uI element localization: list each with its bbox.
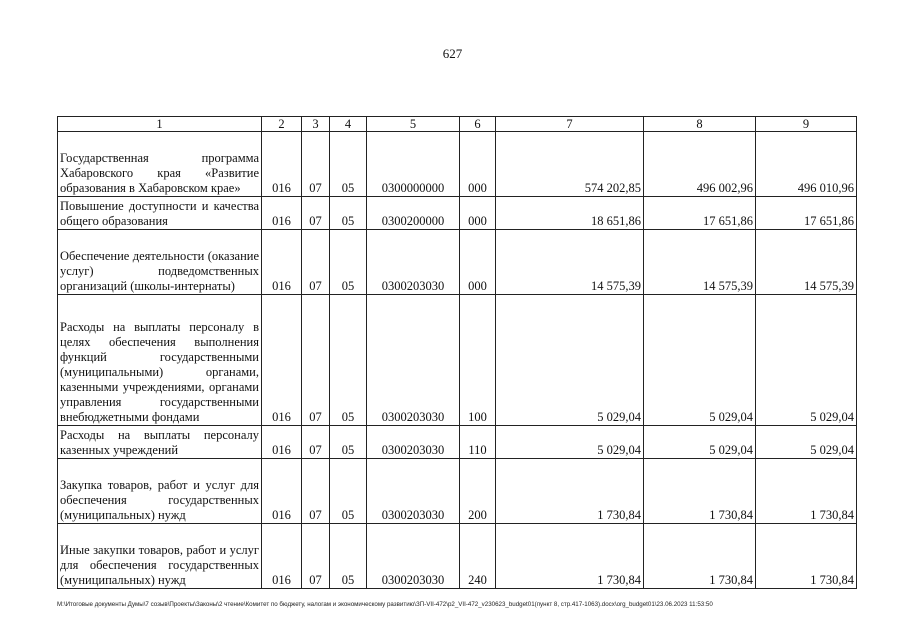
amount-cell: 5 029,04 (756, 295, 857, 426)
header-cell: 4 (330, 117, 367, 132)
amount-cell: 574 202,85 (496, 132, 644, 197)
subsection-cell: 05 (330, 426, 367, 459)
subsection-cell: 05 (330, 524, 367, 589)
header-cell: 6 (460, 117, 496, 132)
table-row (58, 230, 857, 295)
header-cell: 9 (756, 117, 857, 132)
target-article-cell: 0300000000 (367, 132, 460, 197)
header-cell: 5 (367, 117, 460, 132)
amount-cell: 17 651,86 (644, 197, 756, 230)
code-cell: 016 (262, 524, 302, 589)
row-name-cell: Государственная программа Хабаровского края «Развитие образования в Хабаровском крае» (58, 132, 262, 197)
section-cell: 07 (302, 426, 330, 459)
row-name-cell: Закупка товаров, работ и услуг для обеспечения государственных (муниципальных) нужд (58, 459, 262, 524)
subsection-cell: 05 (330, 230, 367, 295)
code-cell: 016 (262, 426, 302, 459)
amount-cell: 5 029,04 (756, 426, 857, 459)
amount-cell: 496 010,96 (756, 132, 857, 197)
header-cell: 3 (302, 117, 330, 132)
document-file-path: M:\Итоговые документы Думы\7 созыв\Проекты\Законы\2 чтение\Комитет по бюджету, налогам и экономическому развитию\ЗП-VII-472\р2_VII-472_v230623_budget01(пункт 8, стр.417-1063).docx\org_budget01\23.06.2023 11:53:50 (57, 601, 713, 608)
amount-cell: 5 029,04 (644, 295, 756, 426)
target-article-cell: 0300203030 (367, 295, 460, 426)
amount-cell: 1 730,84 (644, 459, 756, 524)
table-row (58, 524, 857, 589)
section-cell: 07 (302, 295, 330, 426)
amount-cell: 14 575,39 (496, 230, 644, 295)
section-cell: 07 (302, 132, 330, 197)
code-cell: 016 (262, 295, 302, 426)
table-row (58, 459, 857, 524)
amount-cell: 18 651,86 (496, 197, 644, 230)
table-row (58, 426, 857, 459)
table-row (58, 132, 857, 197)
table-row (58, 295, 857, 426)
budget-table (57, 116, 857, 589)
table-row (58, 197, 857, 230)
expense-type-cell: 200 (460, 459, 496, 524)
target-article-cell: 0300203030 (367, 459, 460, 524)
table-header-row (58, 117, 857, 132)
section-cell: 07 (302, 230, 330, 295)
row-name-cell: Расходы на выплаты персоналу в целях обеспечения выполнения функций государственными (муниципальными) органами, казенными учреждениями, органами управления государственными внебюджетными фондами (58, 295, 262, 426)
row-name-cell: Расходы на выплаты персоналу казенных учреждений (58, 426, 262, 459)
target-article-cell: 0300203030 (367, 426, 460, 459)
subsection-cell: 05 (330, 197, 367, 230)
row-name-cell: Обеспечение деятельности (оказание услуг) подведомственных организаций (школы-интернаты) (58, 230, 262, 295)
subsection-cell: 05 (330, 132, 367, 197)
header-cell: 2 (262, 117, 302, 132)
expense-type-cell: 240 (460, 524, 496, 589)
amount-cell: 5 029,04 (496, 426, 644, 459)
code-cell: 016 (262, 197, 302, 230)
subsection-cell: 05 (330, 295, 367, 426)
expense-type-cell: 100 (460, 295, 496, 426)
code-cell: 016 (262, 132, 302, 197)
amount-cell: 1 730,84 (756, 459, 857, 524)
amount-cell: 496 002,96 (644, 132, 756, 197)
subsection-cell: 05 (330, 459, 367, 524)
page-number: 627 (442, 46, 463, 61)
amount-cell: 14 575,39 (756, 230, 857, 295)
expense-type-cell: 000 (460, 132, 496, 197)
amount-cell: 17 651,86 (756, 197, 857, 230)
section-cell: 07 (302, 459, 330, 524)
expense-type-cell: 000 (460, 230, 496, 295)
amount-cell: 5 029,04 (496, 295, 644, 426)
section-cell: 07 (302, 524, 330, 589)
amount-cell: 1 730,84 (756, 524, 857, 589)
amount-cell: 1 730,84 (496, 524, 644, 589)
row-name-cell: Повышение доступности и качества общего образования (58, 197, 262, 230)
target-article-cell: 0300203030 (367, 230, 460, 295)
amount-cell: 14 575,39 (644, 230, 756, 295)
header-cell: 8 (644, 117, 756, 132)
row-name-cell: Иные закупки товаров, работ и услуг для обеспечения государственных (муниципальных) нужд (58, 524, 262, 589)
amount-cell: 1 730,84 (644, 524, 756, 589)
target-article-cell: 0300200000 (367, 197, 460, 230)
code-cell: 016 (262, 459, 302, 524)
header-cell: 7 (496, 117, 644, 132)
expense-type-cell: 000 (460, 197, 496, 230)
header-cell: 1 (58, 117, 262, 132)
amount-cell: 5 029,04 (644, 426, 756, 459)
section-cell: 07 (302, 197, 330, 230)
amount-cell: 1 730,84 (496, 459, 644, 524)
expense-type-cell: 110 (460, 426, 496, 459)
code-cell: 016 (262, 230, 302, 295)
target-article-cell: 0300203030 (367, 524, 460, 589)
